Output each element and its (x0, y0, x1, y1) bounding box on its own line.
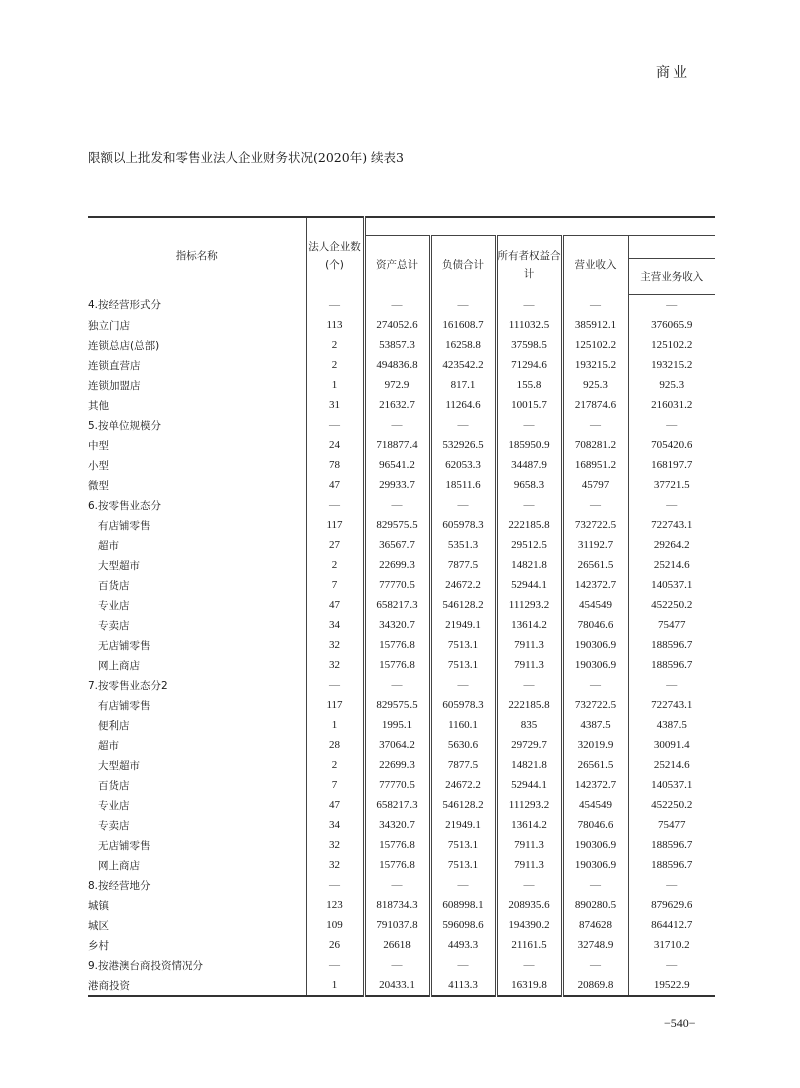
row-label: 港商投资 (88, 975, 306, 996)
cell-value: — (562, 955, 628, 975)
cell-value: 376065.9 (628, 315, 715, 335)
cell-value: 16258.8 (430, 335, 496, 355)
row-label: 小型 (88, 459, 109, 472)
row-label: 网上商店 (98, 859, 140, 872)
cell-value: 4387.5 (628, 715, 715, 735)
cell-value: 22699.3 (364, 555, 430, 575)
table-row (88, 915, 715, 935)
header-revenue-sub-spacer (628, 236, 715, 259)
cell-value: 37064.2 (364, 735, 430, 755)
cell-value: — (562, 675, 628, 695)
cell-value: — (496, 955, 562, 975)
table-row (88, 615, 715, 635)
cell-value: 140537.1 (628, 575, 715, 595)
cell-value: — (306, 495, 364, 515)
cell-value: 7513.1 (430, 855, 496, 875)
cell-value: — (306, 955, 364, 975)
cell-value: 31192.7 (562, 535, 628, 555)
cell-value: 53857.3 (364, 335, 430, 355)
cell-value: 864412.7 (628, 915, 715, 935)
cell-value: 20869.8 (562, 975, 628, 996)
section-label: 商业 (656, 65, 690, 81)
cell-value: 7877.5 (430, 755, 496, 775)
cell-value: 45797 (562, 475, 628, 495)
cell-value: — (364, 675, 430, 695)
cell-value: 817.1 (430, 375, 496, 395)
cell-value: — (562, 875, 628, 895)
cell-value: 15776.8 (364, 855, 430, 875)
cell-value: 71294.6 (496, 355, 562, 375)
cell-value: 722743.1 (628, 695, 715, 715)
cell-value: 29264.2 (628, 535, 715, 555)
cell-value: 9658.3 (496, 475, 562, 495)
row-label: 8.按经营地分 (88, 879, 151, 892)
cell-value: 142372.7 (562, 775, 628, 795)
cell-value: 109 (306, 915, 364, 935)
cell-value: — (562, 495, 628, 515)
cell-value: — (430, 495, 496, 515)
cell-value: 4113.3 (430, 975, 496, 996)
cell-value: 125102.2 (628, 335, 715, 355)
cell-value: 605978.3 (430, 695, 496, 715)
row-label: 微型 (88, 479, 109, 492)
cell-value: 658217.3 (364, 595, 430, 615)
cell-value: 111293.2 (496, 595, 562, 615)
row-label: 有店铺零售 (98, 699, 151, 712)
cell-value: 925.3 (562, 375, 628, 395)
cell-value: 37721.5 (628, 475, 715, 495)
cell-value: 7513.1 (430, 835, 496, 855)
cell-value: 879629.6 (628, 895, 715, 915)
cell-value: — (430, 875, 496, 895)
cell-value: 452250.2 (628, 795, 715, 815)
cell-value: 608998.1 (430, 895, 496, 915)
cell-value: 52944.1 (496, 775, 562, 795)
cell-value: 452250.2 (628, 595, 715, 615)
row-label: 独立门店 (88, 319, 130, 332)
cell-value: 123 (306, 895, 364, 915)
cell-value: — (628, 415, 715, 435)
cell-value: 30091.4 (628, 735, 715, 755)
cell-value: — (496, 495, 562, 515)
header-assets: 资产总计 (364, 236, 430, 295)
cell-value: 605978.3 (430, 515, 496, 535)
table-row (88, 475, 715, 495)
cell-value: 10015.7 (496, 395, 562, 415)
row-label: 连锁直营店 (88, 359, 141, 372)
cell-value: 20433.1 (364, 975, 430, 996)
table-row (88, 895, 715, 915)
cell-value: — (496, 675, 562, 695)
row-label: 城镇 (88, 899, 109, 912)
cell-value: 193215.2 (562, 355, 628, 375)
cell-value: 208935.6 (496, 895, 562, 915)
row-label: 百货店 (98, 779, 130, 792)
cell-value: 423542.2 (430, 355, 496, 375)
cell-value: 274052.6 (364, 315, 430, 335)
cell-value: 188596.7 (628, 835, 715, 855)
cell-value: — (496, 415, 562, 435)
row-label: 有店铺零售 (98, 519, 151, 532)
cell-value: 155.8 (496, 375, 562, 395)
row-label: 无店铺零售 (98, 639, 151, 652)
cell-value: 24672.2 (430, 775, 496, 795)
header-equity: 所有者权益合计 (496, 236, 562, 295)
table-row (88, 675, 715, 695)
cell-value: — (364, 955, 430, 975)
row-label: 9.按港澳台商投资情况分 (88, 959, 204, 972)
cell-value: 7513.1 (430, 655, 496, 675)
cell-value: 2 (306, 335, 364, 355)
cell-value: 658217.3 (364, 795, 430, 815)
cell-value: 190306.9 (562, 855, 628, 875)
table-body (88, 295, 715, 997)
table-row (88, 535, 715, 555)
cell-value: 16319.8 (496, 975, 562, 996)
cell-value: 113 (306, 315, 364, 335)
cell-value: 37598.5 (496, 335, 562, 355)
table-row (88, 435, 715, 455)
cell-value: 52944.1 (496, 575, 562, 595)
table-row (88, 975, 715, 996)
row-label: 专业店 (98, 599, 130, 612)
cell-value: 972.9 (364, 375, 430, 395)
table-row (88, 415, 715, 435)
cell-value: 75477 (628, 815, 715, 835)
table-title: 限额以上批发和零售业法人企业财务状况(2020年) 续表3 (88, 150, 404, 165)
row-label: 城区 (88, 919, 109, 932)
cell-value: 21161.5 (496, 935, 562, 955)
cell-value: 185950.9 (496, 435, 562, 455)
table-row (88, 795, 715, 815)
table-row (88, 735, 715, 755)
cell-value: 5351.3 (430, 535, 496, 555)
cell-value: 117 (306, 515, 364, 535)
cell-value: 78 (306, 455, 364, 475)
row-label: 便利店 (98, 719, 130, 732)
cell-value: — (306, 675, 364, 695)
cell-value: 194390.2 (496, 915, 562, 935)
cell-value: 13614.2 (496, 815, 562, 835)
row-label: 百货店 (98, 579, 130, 592)
cell-value: — (430, 955, 496, 975)
cell-value: 96541.2 (364, 455, 430, 475)
cell-value: 190306.9 (562, 835, 628, 855)
cell-value: 2 (306, 555, 364, 575)
cell-value: 2 (306, 355, 364, 375)
cell-value: 34487.9 (496, 455, 562, 475)
cell-value: — (306, 415, 364, 435)
cell-value: 222185.8 (496, 515, 562, 535)
cell-value: — (364, 875, 430, 895)
cell-value: 732722.5 (562, 695, 628, 715)
cell-value: 22699.3 (364, 755, 430, 775)
cell-value: 7877.5 (430, 555, 496, 575)
cell-value: 546128.2 (430, 595, 496, 615)
cell-value: 7 (306, 575, 364, 595)
cell-value: — (562, 415, 628, 435)
table-row (88, 635, 715, 655)
cell-value: 111293.2 (496, 795, 562, 815)
cell-value: 890280.5 (562, 895, 628, 915)
table-row (88, 695, 715, 715)
cell-value: 34 (306, 815, 364, 835)
table-row (88, 775, 715, 795)
cell-value: 36567.7 (364, 535, 430, 555)
row-label: 5.按单位规模分 (88, 419, 162, 432)
cell-value: 47 (306, 595, 364, 615)
cell-value: — (628, 295, 715, 316)
cell-value: 25214.6 (628, 755, 715, 775)
cell-value: — (430, 675, 496, 695)
cell-value: 140537.1 (628, 775, 715, 795)
table-row (88, 515, 715, 535)
cell-value: 19522.9 (628, 975, 715, 996)
cell-value: 32748.9 (562, 935, 628, 955)
cell-value: — (496, 875, 562, 895)
cell-value: 14821.8 (496, 755, 562, 775)
cell-value: 125102.2 (562, 335, 628, 355)
cell-value: 722743.1 (628, 515, 715, 535)
cell-value: — (628, 955, 715, 975)
cell-value: — (306, 875, 364, 895)
cell-value: 111032.5 (496, 315, 562, 335)
cell-value: 47 (306, 475, 364, 495)
cell-value: 1995.1 (364, 715, 430, 735)
cell-value: 7911.3 (496, 655, 562, 675)
cell-value: 5630.6 (430, 735, 496, 755)
page-number: −540− (664, 1016, 696, 1030)
cell-value: 874628 (562, 915, 628, 935)
table-row (88, 555, 715, 575)
cell-value: 32 (306, 855, 364, 875)
cell-value: 31710.2 (628, 935, 715, 955)
row-label: 专业店 (98, 799, 130, 812)
row-label: 7.按零售业态分2 (88, 679, 168, 692)
cell-value: 546128.2 (430, 795, 496, 815)
cell-value: 532926.5 (430, 435, 496, 455)
cell-value: 222185.8 (496, 695, 562, 715)
cell-value: 1160.1 (430, 715, 496, 735)
row-label: 大型超市 (98, 759, 140, 772)
cell-value: 7513.1 (430, 635, 496, 655)
cell-value: 62053.3 (430, 455, 496, 475)
cell-value: 26561.5 (562, 555, 628, 575)
cell-value: 4387.5 (562, 715, 628, 735)
row-label: 超市 (98, 739, 119, 752)
cell-value: 32 (306, 655, 364, 675)
table-row (88, 495, 715, 515)
table-row (88, 715, 715, 735)
cell-value: — (628, 675, 715, 695)
cell-value: 29512.5 (496, 535, 562, 555)
table-row (88, 655, 715, 675)
cell-value: 168197.7 (628, 455, 715, 475)
table-row (88, 875, 715, 895)
cell-value: 18511.6 (430, 475, 496, 495)
cell-value: 14821.8 (496, 555, 562, 575)
table-row (88, 355, 715, 375)
cell-value: 142372.7 (562, 575, 628, 595)
row-label: 连锁总店(总部) (88, 339, 160, 352)
cell-value: — (430, 415, 496, 435)
cell-value: — (628, 495, 715, 515)
cell-value: 193215.2 (628, 355, 715, 375)
cell-value: 718877.4 (364, 435, 430, 455)
cell-value: 26618 (364, 935, 430, 955)
cell-value: 117 (306, 695, 364, 715)
cell-value: 34320.7 (364, 615, 430, 635)
cell-value: 15776.8 (364, 835, 430, 855)
cell-value: — (306, 295, 364, 316)
cell-value: 78046.6 (562, 615, 628, 635)
row-label: 网上商店 (98, 659, 140, 672)
cell-value: 791037.8 (364, 915, 430, 935)
cell-value: 7 (306, 775, 364, 795)
row-label: 中型 (88, 439, 109, 452)
cell-value: — (628, 875, 715, 895)
cell-value: 31 (306, 395, 364, 415)
cell-value: 385912.1 (562, 315, 628, 335)
cell-value: 188596.7 (628, 655, 715, 675)
table-row (88, 595, 715, 615)
cell-value: 188596.7 (628, 855, 715, 875)
row-label: 大型超市 (98, 559, 140, 572)
cell-value: 732722.5 (562, 515, 628, 535)
cell-value: 29729.7 (496, 735, 562, 755)
cell-value: 25214.6 (628, 555, 715, 575)
cell-value: 1 (306, 375, 364, 395)
cell-value: — (562, 295, 628, 316)
header-main-revenue: 主营业务收入 (628, 259, 715, 295)
cell-value: 29933.7 (364, 475, 430, 495)
table-row (88, 295, 715, 316)
header-count: 法人企业数(个) (306, 217, 364, 295)
cell-value: 47 (306, 795, 364, 815)
cell-value: 32 (306, 635, 364, 655)
table-row (88, 395, 715, 415)
cell-value: 705420.6 (628, 435, 715, 455)
cell-value: 454549 (562, 595, 628, 615)
cell-value: 27 (306, 535, 364, 555)
cell-value: 829575.5 (364, 695, 430, 715)
cell-value: 829575.5 (364, 515, 430, 535)
cell-value: 818734.3 (364, 895, 430, 915)
cell-value: — (364, 295, 430, 316)
row-label: 6.按零售业态分 (88, 499, 162, 512)
cell-value: 24672.2 (430, 575, 496, 595)
cell-value: 216031.2 (628, 395, 715, 415)
cell-value: 168951.2 (562, 455, 628, 475)
header-liabilities: 负债合计 (430, 236, 496, 295)
cell-value: 190306.9 (562, 635, 628, 655)
table-row (88, 315, 715, 335)
row-label: 专卖店 (98, 819, 130, 832)
cell-value: 21949.1 (430, 815, 496, 835)
table-row (88, 335, 715, 355)
cell-value: 596098.6 (430, 915, 496, 935)
cell-value: 28 (306, 735, 364, 755)
row-label: 4.按经营形式分 (88, 299, 162, 312)
cell-value: 454549 (562, 795, 628, 815)
cell-value: 15776.8 (364, 655, 430, 675)
cell-value: 188596.7 (628, 635, 715, 655)
cell-value: 24 (306, 435, 364, 455)
header-revenue: 营业收入 (562, 236, 628, 295)
cell-value: 26 (306, 935, 364, 955)
cell-value: 11264.6 (430, 395, 496, 415)
cell-value: 1 (306, 975, 364, 996)
cell-value: 494836.8 (364, 355, 430, 375)
header-name: 指标名称 (88, 217, 306, 295)
row-label: 专卖店 (98, 619, 130, 632)
cell-value: 7911.3 (496, 835, 562, 855)
cell-value: 34 (306, 615, 364, 635)
table-row (88, 755, 715, 775)
table-row (88, 935, 715, 955)
cell-value: 15776.8 (364, 635, 430, 655)
cell-value: 77770.5 (364, 575, 430, 595)
cell-value: 32019.9 (562, 735, 628, 755)
cell-value: — (430, 295, 496, 316)
cell-value: 925.3 (628, 375, 715, 395)
table-row (88, 835, 715, 855)
cell-value: 2 (306, 755, 364, 775)
cell-value: 7911.3 (496, 855, 562, 875)
header-spanner (364, 217, 715, 236)
table-row (88, 455, 715, 475)
cell-value: — (496, 295, 562, 316)
cell-value: 835 (496, 715, 562, 735)
table-row (88, 855, 715, 875)
row-label: 乡村 (88, 939, 109, 952)
cell-value: 75477 (628, 615, 715, 635)
cell-value: 7911.3 (496, 635, 562, 655)
table-row (88, 575, 715, 595)
cell-value: 161608.7 (430, 315, 496, 335)
row-label: 无店铺零售 (98, 839, 151, 852)
cell-value: 1 (306, 715, 364, 735)
cell-value: 21949.1 (430, 615, 496, 635)
cell-value: 21632.7 (364, 395, 430, 415)
cell-value: 4493.3 (430, 935, 496, 955)
cell-value: 77770.5 (364, 775, 430, 795)
cell-value: — (364, 415, 430, 435)
table-row (88, 815, 715, 835)
row-label: 其他 (88, 399, 109, 412)
row-label: 连锁加盟店 (88, 379, 141, 392)
cell-value: — (364, 495, 430, 515)
cell-value: 708281.2 (562, 435, 628, 455)
cell-value: 78046.6 (562, 815, 628, 835)
cell-value: 217874.6 (562, 395, 628, 415)
cell-value: 26561.5 (562, 755, 628, 775)
table-row (88, 955, 715, 975)
cell-value: 190306.9 (562, 655, 628, 675)
row-label: 超市 (98, 539, 119, 552)
cell-value: 13614.2 (496, 615, 562, 635)
cell-value: 34320.7 (364, 815, 430, 835)
table-row (88, 375, 715, 395)
cell-value: 32 (306, 835, 364, 855)
financial-table (88, 216, 715, 997)
